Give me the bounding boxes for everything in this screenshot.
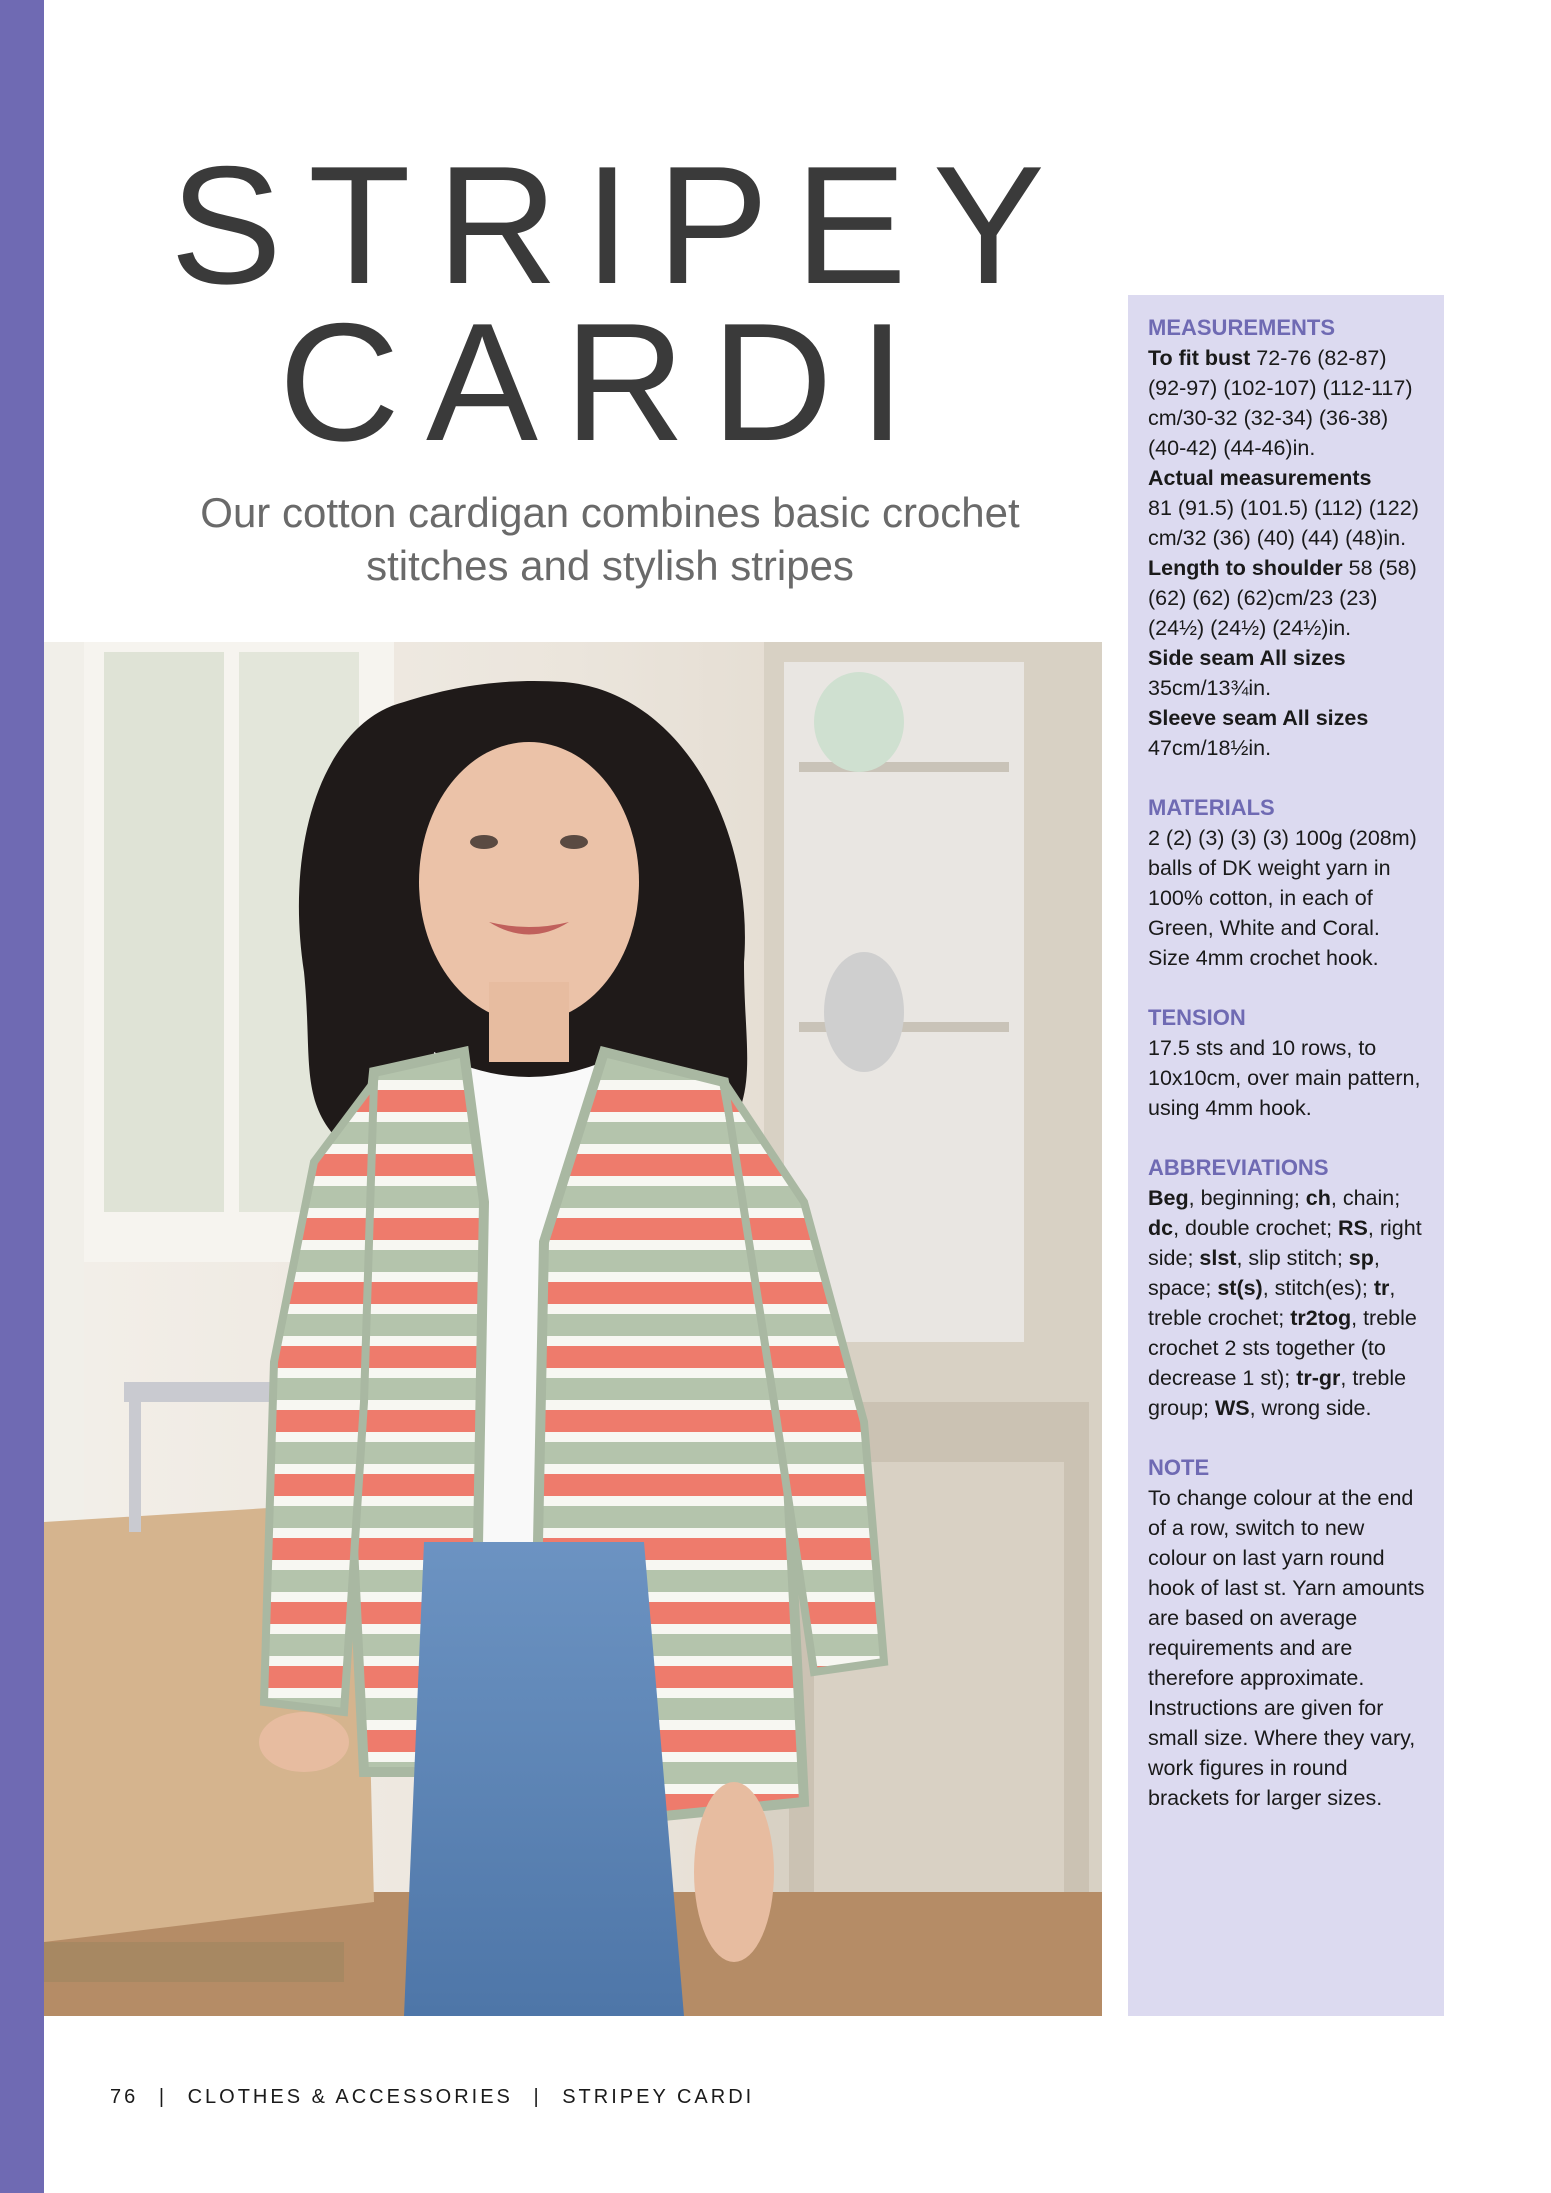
abbr-term: ch: [1305, 1186, 1331, 1210]
side-seam-label: Side seam All sizes: [1148, 646, 1346, 670]
abbreviations-section: [1148, 1153, 1426, 1423]
abbr-term: tr2tog: [1290, 1306, 1352, 1330]
page-footer: [110, 2086, 754, 2109]
left-accent-bar: [0, 0, 44, 2193]
tension-heading: TENSION: [1148, 1005, 1246, 1030]
footer-article: STRIPEY CARDI: [562, 2086, 755, 2108]
pattern-info-sidebar: [1128, 295, 1444, 2016]
footer-separator: |: [158, 2086, 168, 2108]
abbr-meaning: , beginning;: [1188, 1186, 1306, 1210]
materials-body: 2 (2) (3) (3) (3) 100g (208m) balls of DK weight yarn in 100% cotton, in each of Green, White and Coral. Size 4mm crochet hook.: [1148, 826, 1417, 970]
abbr-term: tr-gr: [1296, 1366, 1341, 1390]
abbreviations-body: [1148, 1183, 1426, 1423]
note-body: To change colour at the end of a row, switch to new colour on last yarn round hook of last st. Yarn amounts are based on average requirements and are therefore approximate. Instructions are given for small size. Where they vary, work figures in round brackets for larger sizes.: [1148, 1486, 1425, 1810]
actual-value: 81 (91.5) (101.5) (112) (122) cm/32 (36) (40) (44) (48)in.: [1148, 496, 1419, 550]
abbr-meaning: , treble crochet 2 sts together (to decrease 1 st);: [1148, 1306, 1417, 1390]
model-photo: [44, 642, 1102, 2016]
abbr-term: sp: [1348, 1246, 1374, 1270]
abbr-meaning: , chain;: [1330, 1186, 1401, 1210]
abbr-meaning: , right side;: [1148, 1216, 1422, 1270]
side-seam-value: 35cm/13¾in.: [1148, 676, 1272, 700]
footer-section: CLOTHES & ACCESSORIES: [187, 2086, 513, 2108]
sleeve-seam-value: 47cm/18½in.: [1148, 736, 1272, 760]
abbr-term: dc: [1148, 1216, 1174, 1240]
abbr-term: tr: [1373, 1276, 1390, 1300]
abbr-term: slst: [1199, 1246, 1237, 1270]
abbr-term: WS: [1214, 1396, 1250, 1420]
title-line-1: STRIPEY: [170, 131, 1071, 319]
length-value: 58 (58) (62) (62) (62)cm/23 (23) (24½) (24½) (24½)in.: [1148, 556, 1417, 640]
abbr-meaning: , treble crochet;: [1148, 1276, 1396, 1330]
abbr-meaning: , space;: [1148, 1246, 1380, 1300]
abbr-meaning: , treble group;: [1148, 1366, 1407, 1420]
note-heading: NOTE: [1148, 1455, 1210, 1480]
length-label: Length to shoulder: [1148, 556, 1343, 580]
actual-label: Actual measurements: [1148, 466, 1372, 490]
page-number: 76: [110, 2086, 139, 2108]
tension-section: [1148, 1003, 1426, 1123]
measurements-section: [1148, 313, 1426, 763]
subtitle: Our cotton cardigan combines basic crochet stitches and stylish stripes: [200, 489, 1020, 589]
abbr-meaning: , slip stitch;: [1236, 1246, 1349, 1270]
abbreviations-heading: ABBREVIATIONS: [1148, 1155, 1329, 1180]
bust-value: 72-76 (82-87) (92-97) (102-107) (112-117) cm/30-32 (32-34) (36-38) (40-42) (44-46)in.: [1148, 346, 1413, 460]
abbr-meaning: , wrong side.: [1249, 1396, 1372, 1420]
abbr-term: st(s): [1217, 1276, 1263, 1300]
title-line-2: CARDI: [278, 288, 932, 476]
bust-label: To fit bust: [1148, 346, 1251, 370]
sleeve-seam-label: Sleeve seam All sizes: [1148, 706, 1369, 730]
tension-body: 17.5 sts and 10 rows, to 10x10cm, over main pattern, using 4mm hook.: [1148, 1036, 1421, 1120]
abbr-term: RS: [1338, 1216, 1368, 1240]
materials-heading: MATERIALS: [1148, 795, 1275, 820]
abbr-meaning: , stitch(es);: [1262, 1276, 1374, 1300]
footer-separator: |: [533, 2086, 542, 2108]
note-section: [1148, 1453, 1426, 1813]
abbr-term: Beg: [1148, 1186, 1189, 1210]
abbr-meaning: , double crochet;: [1173, 1216, 1339, 1240]
measurements-body: [1148, 343, 1426, 763]
materials-section: [1148, 793, 1426, 973]
measurements-heading: MEASUREMENTS: [1148, 315, 1336, 340]
